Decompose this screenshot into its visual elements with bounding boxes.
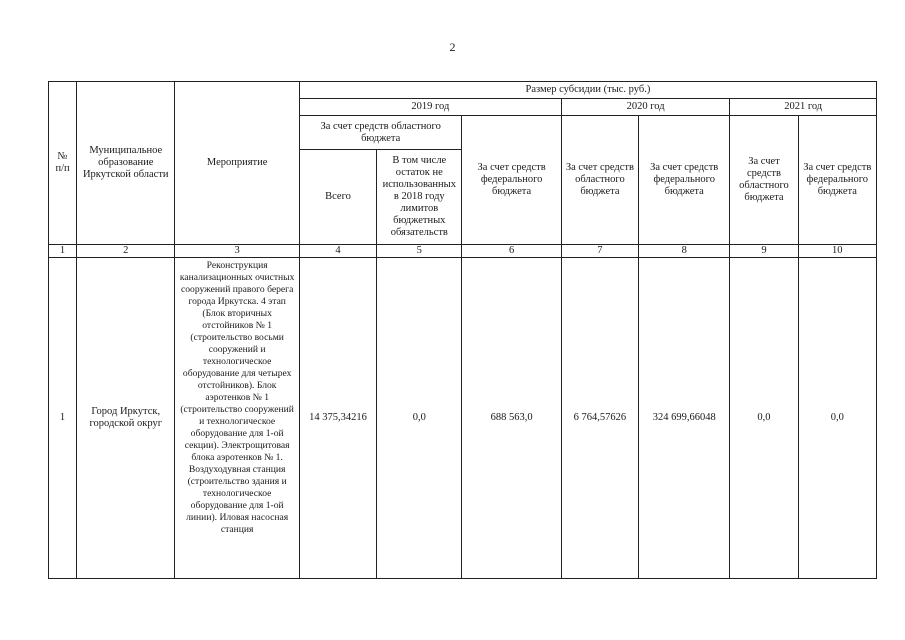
row-event-text: Реконструкция канализационных очистных сооружений правого берега города Иркутска. 4 этап (Блок вторичных отстойников № 1 (строительство восьми сооружений и технологическое оборудование для четырех отстойников). Блок аэротенков № 1 (строительство сооружений и технологическое оборудование для 1-ой секции). Электрощитовая блока аэротенков № 1. Воздуходувная станция (строительство здания и технологическое оборудование для 1-ой линии). Иловая насосная станция	[179, 260, 295, 535]
column-number: 6	[462, 245, 561, 258]
column-number: 1	[49, 245, 77, 258]
column-number: 4	[299, 245, 376, 258]
row-municipality: Город Иркутск, городской округ	[77, 258, 175, 579]
column-number: 7	[561, 245, 638, 258]
subsidy-table	[48, 81, 877, 579]
column-number: 8	[639, 245, 730, 258]
header-federal-2021: За счет средств федерального бюджета	[798, 116, 876, 245]
header-regional-2021: За счет средств областного бюджета	[730, 116, 798, 245]
header-year-2021: 2021 год	[730, 99, 877, 116]
header-federal-2020: За счет средств федерального бюджета	[639, 116, 730, 245]
column-numbers-row	[49, 245, 877, 258]
row-federal-2021: 0,0	[798, 258, 876, 579]
header-subsidy-size: Размер субсидии (тыс. руб.)	[299, 82, 876, 99]
row-event	[175, 258, 299, 579]
row-regional-2020: 6 764,57626	[561, 258, 638, 579]
row-federal-2020: 324 699,66048	[639, 258, 730, 579]
header-num: № п/п	[49, 82, 77, 245]
row-regional-2021: 0,0	[730, 258, 798, 579]
header-total: Всего	[299, 150, 376, 245]
header-event: Мероприятие	[175, 82, 299, 245]
page-number: 2	[449, 40, 456, 54]
column-number: 9	[730, 245, 798, 258]
column-number: 2	[77, 245, 175, 258]
row-total-2019: 14 375,34216	[299, 258, 376, 579]
column-number: 3	[175, 245, 299, 258]
header-municipality: Муниципальное образование Иркутской области	[77, 82, 175, 245]
row-num: 1	[49, 258, 77, 579]
header-regional-budget-2019: За счет средств областного бюджета	[299, 116, 462, 150]
table-row	[49, 258, 877, 579]
column-number: 10	[798, 245, 876, 258]
header-regional-2020: За счет средств областного бюджета	[561, 116, 638, 245]
column-number: 5	[377, 245, 462, 258]
header-including-remainder: В том числе остаток не использованных в 2018 году лимитов бюджетных обязательств	[377, 150, 462, 245]
row-remainder-2019: 0,0	[377, 258, 462, 579]
header-year-2019: 2019 год	[299, 99, 561, 116]
row-federal-2019: 688 563,0	[462, 258, 561, 579]
header-federal-2019: За счет средств федерального бюджета	[462, 116, 561, 245]
header-year-2020: 2020 год	[561, 99, 730, 116]
